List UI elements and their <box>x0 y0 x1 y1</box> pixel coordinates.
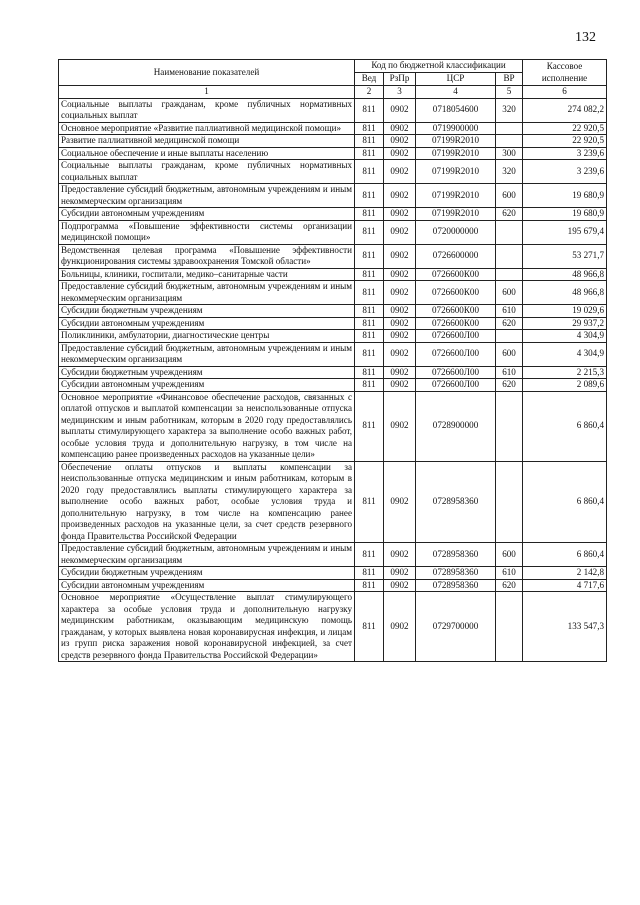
row-name: Поликлиники, амбулатории, диагностические центры <box>59 330 355 343</box>
row-rzpr: 0902 <box>384 305 416 318</box>
row-rzpr: 0902 <box>384 543 416 567</box>
row-rzpr: 0902 <box>384 98 416 122</box>
row-name: Субсидии автономным учреждениям <box>59 317 355 330</box>
row-name: Субсидии бюджетным учреждениям <box>59 305 355 318</box>
header-code-group: Код по бюджетной классификации <box>355 60 523 73</box>
row-name: Ведомственная целевая программа «Повышение эффективности функционирования системы здравоохранения Томской области» <box>59 244 355 268</box>
column-number: 6 <box>523 86 607 99</box>
column-number: 1 <box>59 86 355 99</box>
row-amount: 3 239,6 <box>523 160 607 184</box>
row-ved: 811 <box>355 543 384 567</box>
row-ved: 811 <box>355 244 384 268</box>
table-row <box>59 330 607 343</box>
row-rzpr: 0902 <box>384 592 416 662</box>
row-name: Субсидии автономным учреждениям <box>59 579 355 592</box>
column-numbers-row <box>59 86 607 99</box>
row-ved: 811 <box>355 330 384 343</box>
row-amount: 53 271,7 <box>523 244 607 268</box>
row-rzpr: 0902 <box>384 342 416 366</box>
row-amount: 274 082,2 <box>523 98 607 122</box>
row-vr: 600 <box>496 543 523 567</box>
row-ved: 811 <box>355 305 384 318</box>
row-csr: 0729700000 <box>416 592 496 662</box>
row-name: Подпрограмма «Повышение эффективности системы организации медицинской помощи» <box>59 220 355 244</box>
row-csr: 0719900000 <box>416 122 496 135</box>
row-ved: 811 <box>355 208 384 221</box>
row-amount: 19 680,9 <box>523 184 607 208</box>
row-rzpr: 0902 <box>384 220 416 244</box>
row-ved: 811 <box>355 366 384 379</box>
header-vr: ВР <box>496 73 523 86</box>
row-name: Субсидии автономным учреждениям <box>59 379 355 392</box>
row-ved: 811 <box>355 391 384 461</box>
row-name: Субсидии бюджетным учреждениям <box>59 366 355 379</box>
row-ved: 811 <box>355 268 384 281</box>
row-vr: 600 <box>496 281 523 305</box>
row-csr: 07199R2010 <box>416 160 496 184</box>
row-name: Предоставление субсидий бюджетным, автономным учреждениям и иным некоммерческим организациям <box>59 184 355 208</box>
row-csr: 0726600Л00 <box>416 330 496 343</box>
row-vr <box>496 220 523 244</box>
table-row <box>59 366 607 379</box>
row-name: Субсидии автономным учреждениям <box>59 208 355 221</box>
table-row <box>59 305 607 318</box>
column-number: 3 <box>384 86 416 99</box>
row-ved: 811 <box>355 579 384 592</box>
row-amount: 6 860,4 <box>523 461 607 543</box>
row-csr: 0728958360 <box>416 461 496 543</box>
row-ved: 811 <box>355 592 384 662</box>
row-vr <box>496 330 523 343</box>
row-name: Больницы, клиники, госпитали, медико–санитарные части <box>59 268 355 281</box>
row-amount: 195 679,4 <box>523 220 607 244</box>
row-rzpr: 0902 <box>384 330 416 343</box>
row-amount: 19 680,9 <box>523 208 607 221</box>
row-vr: 320 <box>496 160 523 184</box>
budget-table <box>58 59 607 662</box>
table-row <box>59 184 607 208</box>
table-row <box>59 244 607 268</box>
table-row <box>59 281 607 305</box>
table-row <box>59 317 607 330</box>
row-ved: 811 <box>355 342 384 366</box>
row-ved: 811 <box>355 135 384 148</box>
row-rzpr: 0902 <box>384 567 416 580</box>
row-vr <box>496 268 523 281</box>
column-number: 2 <box>355 86 384 99</box>
row-amount: 6 860,4 <box>523 391 607 461</box>
table-row <box>59 543 607 567</box>
row-vr: 620 <box>496 317 523 330</box>
row-vr <box>496 391 523 461</box>
row-amount: 48 966,8 <box>523 281 607 305</box>
table-row <box>59 208 607 221</box>
row-vr: 600 <box>496 342 523 366</box>
row-csr: 07199R2010 <box>416 208 496 221</box>
row-rzpr: 0902 <box>384 160 416 184</box>
table-row <box>59 379 607 392</box>
row-amount: 133 547,3 <box>523 592 607 662</box>
row-ved: 811 <box>355 567 384 580</box>
row-name: Основное мероприятие «Осуществление выплат стимулирующего характера за особые условия труда и дополнительную нагрузку медицинским работникам, оказывающим медицинскую помощь гражданам, у которых выявлена новая коронавирусная инфекция, и лицам из групп риска заражения новой коронавирусной инфекцией, за счет средств резервного фонда Правительства Российской Федерации» <box>59 592 355 662</box>
row-amount: 2 142,8 <box>523 567 607 580</box>
table-row <box>59 268 607 281</box>
row-rzpr: 0902 <box>384 391 416 461</box>
row-name: Предоставление субсидий бюджетным, автономным учреждениям и иным некоммерческим организациям <box>59 281 355 305</box>
table-row <box>59 567 607 580</box>
row-amount: 2 215,3 <box>523 366 607 379</box>
row-vr: 320 <box>496 98 523 122</box>
row-amount: 22 920,5 <box>523 122 607 135</box>
row-vr: 600 <box>496 184 523 208</box>
row-rzpr: 0902 <box>384 135 416 148</box>
row-csr: 0726600Л00 <box>416 379 496 392</box>
row-vr <box>496 244 523 268</box>
row-csr: 0718054600 <box>416 98 496 122</box>
row-csr: 0726600К00 <box>416 317 496 330</box>
header-rzpr: РзПр <box>384 73 416 86</box>
table-body <box>59 98 607 662</box>
row-vr: 610 <box>496 366 523 379</box>
row-vr: 300 <box>496 147 523 160</box>
row-rzpr: 0902 <box>384 461 416 543</box>
row-rzpr: 0902 <box>384 268 416 281</box>
row-vr <box>496 122 523 135</box>
row-name: Основное мероприятие «Финансовое обеспечение расходов, связанных с оплатой отпусков и выплатой компенсации за неиспользованные отпуска медицинским и иным работникам, которым в 2020 году предоставлялись выплаты стимулирующего характера за выполнение особо важных работ, особые условия труда и дополнительную нагрузку, в том числе на компенсацию ранее произведенных расходов на указанные цели» <box>59 391 355 461</box>
row-amount: 29 937,2 <box>523 317 607 330</box>
row-ved: 811 <box>355 281 384 305</box>
row-name: Обеспечение оплаты отпусков и выплаты компенсации за неиспользованные отпуска медицинским и иным работникам, которым в 2020 году предоставлялись выплаты стимулирующего характера за выполнение особо важных работ, особые условия труда и дополнительную нагрузку, в том числе на компенсацию ранее произведенных расходов на указанные цели, за счет средств резервного фонда Правительства Российской Федерации <box>59 461 355 543</box>
row-rzpr: 0902 <box>384 366 416 379</box>
row-csr: 0726600К00 <box>416 305 496 318</box>
row-amount: 3 239,6 <box>523 147 607 160</box>
table-row <box>59 98 607 122</box>
row-amount: 48 966,8 <box>523 268 607 281</box>
row-rzpr: 0902 <box>384 579 416 592</box>
row-csr: 0728900000 <box>416 391 496 461</box>
table-row <box>59 461 607 543</box>
page-number: 132 <box>575 30 596 45</box>
row-csr: 0726600Л00 <box>416 342 496 366</box>
row-vr: 610 <box>496 305 523 318</box>
row-ved: 811 <box>355 379 384 392</box>
row-vr <box>496 461 523 543</box>
row-amount: 6 860,4 <box>523 543 607 567</box>
table-row <box>59 147 607 160</box>
row-rzpr: 0902 <box>384 147 416 160</box>
row-name: Социальное обеспечение и иные выплаты населению <box>59 147 355 160</box>
row-name: Субсидии бюджетным учреждениям <box>59 567 355 580</box>
row-csr: 0728958360 <box>416 579 496 592</box>
row-csr: 07199R2010 <box>416 184 496 208</box>
header-name: Наименование показателей <box>59 60 355 86</box>
row-name: Социальные выплаты гражданам, кроме публичных нормативных социальных выплат <box>59 98 355 122</box>
row-name: Предоставление субсидий бюджетным, автономным учреждениям и иным некоммерческим организациям <box>59 342 355 366</box>
row-rzpr: 0902 <box>384 281 416 305</box>
row-ved: 811 <box>355 184 384 208</box>
table-header <box>59 60 607 99</box>
row-csr: 0720000000 <box>416 220 496 244</box>
column-number: 5 <box>496 86 523 99</box>
header-ved: Вед <box>355 73 384 86</box>
row-amount: 4 717,6 <box>523 579 607 592</box>
row-ved: 811 <box>355 147 384 160</box>
row-amount: 4 304,9 <box>523 330 607 343</box>
row-amount: 2 089,6 <box>523 379 607 392</box>
table-row <box>59 342 607 366</box>
row-rzpr: 0902 <box>384 122 416 135</box>
row-ved: 811 <box>355 160 384 184</box>
row-ved: 811 <box>355 317 384 330</box>
row-ved: 811 <box>355 220 384 244</box>
row-vr: 620 <box>496 379 523 392</box>
table-row <box>59 135 607 148</box>
column-number: 4 <box>416 86 496 99</box>
row-ved: 811 <box>355 122 384 135</box>
table-row <box>59 122 607 135</box>
row-name: Развитие паллиативной медицинской помощи <box>59 135 355 148</box>
row-csr: 0726600К00 <box>416 268 496 281</box>
row-csr: 0728958360 <box>416 543 496 567</box>
row-csr: 0726600Л00 <box>416 366 496 379</box>
row-vr: 610 <box>496 567 523 580</box>
row-name: Предоставление субсидий бюджетным, автономным учреждениям и иным некоммерческим организациям <box>59 543 355 567</box>
row-name: Социальные выплаты гражданам, кроме публичных нормативных социальных выплат <box>59 160 355 184</box>
table-row <box>59 592 607 662</box>
row-ved: 811 <box>355 98 384 122</box>
header-execution: Кассовое исполнение <box>523 60 607 86</box>
table-row <box>59 391 607 461</box>
row-name: Основное мероприятие «Развитие паллиативной медицинской помощи» <box>59 122 355 135</box>
table-row <box>59 220 607 244</box>
row-rzpr: 0902 <box>384 184 416 208</box>
row-rzpr: 0902 <box>384 379 416 392</box>
table-row <box>59 160 607 184</box>
row-rzpr: 0902 <box>384 208 416 221</box>
row-csr: 0726600К00 <box>416 281 496 305</box>
row-vr <box>496 592 523 662</box>
table-row <box>59 579 607 592</box>
row-csr: 0726600000 <box>416 244 496 268</box>
row-amount: 4 304,9 <box>523 342 607 366</box>
row-csr: 07199R2010 <box>416 135 496 148</box>
row-vr: 620 <box>496 579 523 592</box>
header-csr: ЦСР <box>416 73 496 86</box>
row-ved: 811 <box>355 461 384 543</box>
row-vr: 620 <box>496 208 523 221</box>
row-csr: 07199R2010 <box>416 147 496 160</box>
row-rzpr: 0902 <box>384 317 416 330</box>
row-amount: 22 920,5 <box>523 135 607 148</box>
row-vr <box>496 135 523 148</box>
row-csr: 0728958360 <box>416 567 496 580</box>
row-rzpr: 0902 <box>384 244 416 268</box>
row-amount: 19 029,6 <box>523 305 607 318</box>
